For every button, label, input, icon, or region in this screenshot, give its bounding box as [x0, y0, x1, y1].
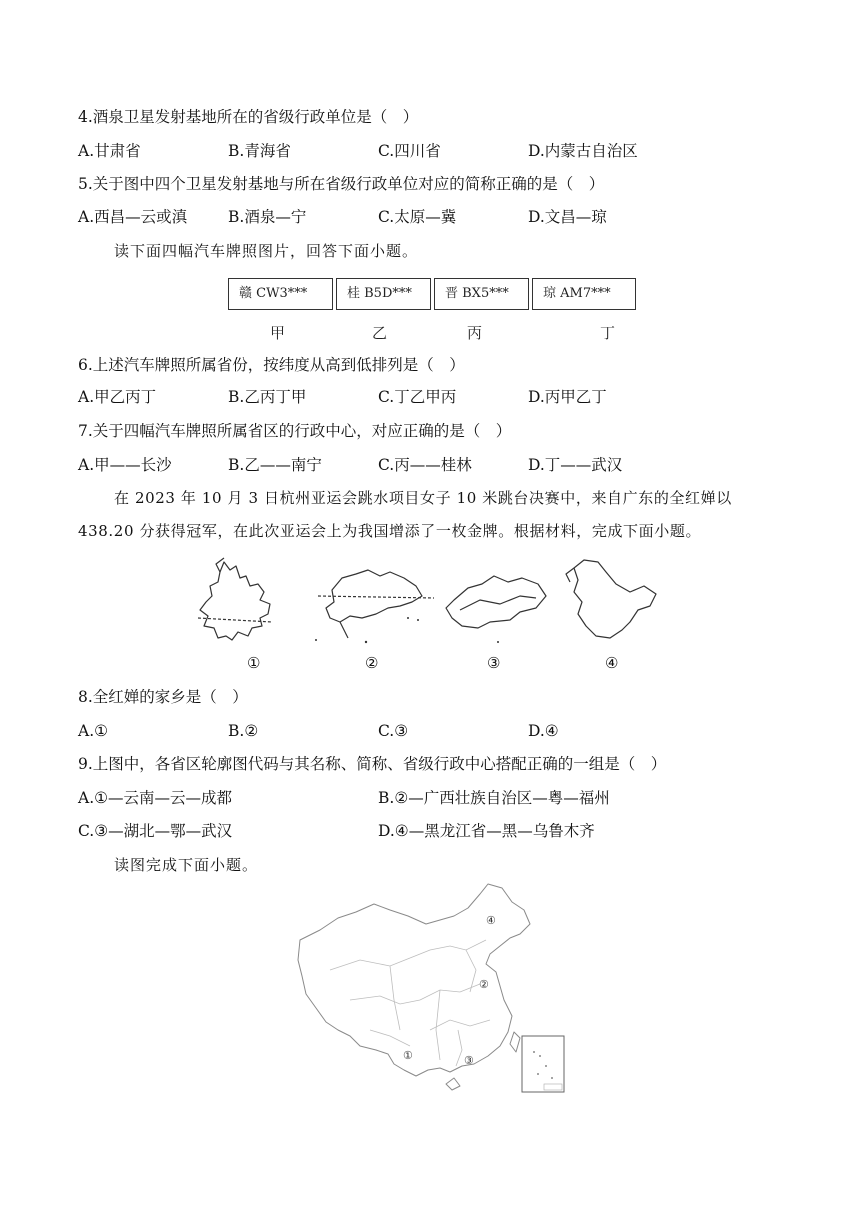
- q6-option-a[interactable]: A.甲乙丙丁: [78, 388, 157, 406]
- q6-option-b[interactable]: B.乙丙丁甲: [228, 388, 307, 406]
- question-9-stem: 9.上图中，各省区轮廓图代码与其名称、简称、省级行政中心搭配正确的一组是（ ）: [78, 755, 667, 773]
- q8-option-a[interactable]: A.①: [78, 722, 109, 740]
- q5-option-d[interactable]: D.文昌—琼: [528, 208, 607, 226]
- map-intro: 读图完成下面小题。: [114, 856, 259, 874]
- map-label-2: ②: [479, 978, 489, 991]
- q6-option-c[interactable]: C.丁乙甲丙: [378, 388, 457, 406]
- plate-label-jia: 甲: [270, 324, 286, 342]
- plate-yi: 桂 B5D***: [336, 278, 431, 310]
- q4-option-a[interactable]: A.甘肃省: [78, 142, 141, 160]
- question-8-stem: 8.全红婵的家乡是（ ）: [78, 688, 248, 706]
- question-4-stem: 4.酒泉卫星发射基地所在的省级行政单位是（ ）: [78, 108, 419, 126]
- question-6-stem: 6.上述汽车牌照所属省份，按纬度从高到低排列是（ ）: [78, 356, 465, 374]
- china-map: [290, 880, 580, 1102]
- q9-option-a[interactable]: A.①—云南—云—成都: [78, 789, 233, 807]
- outline-label-2: ②: [365, 654, 379, 672]
- q5-option-a[interactable]: A.西昌—云或滇: [78, 208, 188, 226]
- q7-option-a[interactable]: A.甲——长沙: [78, 456, 172, 474]
- q5-option-c[interactable]: C.太原—冀: [378, 208, 457, 226]
- q9-option-b[interactable]: B.②—广西壮族自治区—粤—福州: [378, 789, 610, 807]
- passage-line-2: 438.20 分获得冠军，在此次亚运会上为我国增添了一枚金牌。根据材料，完成下面小题。: [78, 522, 702, 540]
- q5-option-b[interactable]: B.酒泉—宁: [228, 208, 307, 226]
- map-label-3: ③: [464, 1054, 474, 1067]
- q8-option-c[interactable]: C.③: [378, 722, 409, 740]
- q8-option-b[interactable]: B.②: [228, 722, 259, 740]
- plate-label-bing: 丙: [467, 324, 483, 342]
- outline-label-4: ④: [605, 654, 619, 672]
- plate-jia: 赣 CW3***: [228, 278, 333, 310]
- province-outlines-figure: [190, 556, 670, 648]
- passage-line-1: 在 2023 年 10 月 3 日杭州亚运会跳水项目女子 10 米跳台决赛中，来自广东的全红婵以: [114, 489, 732, 507]
- south-china-sea-inset: [522, 1036, 564, 1092]
- outline-3-shape: [446, 576, 546, 628]
- plate-bing: 晋 BX5***: [434, 278, 529, 310]
- q9-option-d[interactable]: D.④—黑龙江省—黑—乌鲁木齐: [378, 822, 595, 840]
- question-5-stem: 5.关于图中四个卫星发射基地与所在省级行政单位对应的简称正确的是（ ）: [78, 175, 605, 193]
- q4-option-b[interactable]: B.青海省: [228, 142, 291, 160]
- q7-option-b[interactable]: B.乙——南宁: [228, 456, 322, 474]
- q7-option-d[interactable]: D.丁——武汉: [528, 456, 623, 474]
- outline-label-3: ③: [487, 654, 501, 672]
- map-label-1: ①: [403, 1049, 413, 1062]
- q8-option-d[interactable]: D.④: [528, 722, 559, 740]
- question-7-stem: 7.关于四幅汽车牌照所属省区的行政中心，对应正确的是（ ）: [78, 422, 512, 440]
- q4-option-d[interactable]: D.内蒙古自治区: [528, 142, 638, 160]
- outline-label-1: ①: [247, 654, 261, 672]
- outline-4-shape: [574, 560, 656, 638]
- map-label-4: ④: [486, 914, 496, 927]
- outline-1-shape: [200, 562, 270, 640]
- q7-option-c[interactable]: C.丙——桂林: [378, 456, 472, 474]
- license-plates: [228, 278, 639, 310]
- q9-option-c[interactable]: C.③—湖北—鄂—武汉: [78, 822, 233, 840]
- q6-option-d[interactable]: D.丙甲乙丁: [528, 388, 607, 406]
- plate-ding: 琼 AM7***: [532, 278, 636, 310]
- q4-option-c[interactable]: C.四川省: [378, 142, 441, 160]
- plate-label-yi: 乙: [372, 324, 388, 342]
- china-outline: [298, 884, 530, 1076]
- plate-label-ding: 丁: [600, 324, 616, 342]
- plates-intro: 读下面四幅汽车牌照图片，回答下面小题。: [114, 242, 419, 260]
